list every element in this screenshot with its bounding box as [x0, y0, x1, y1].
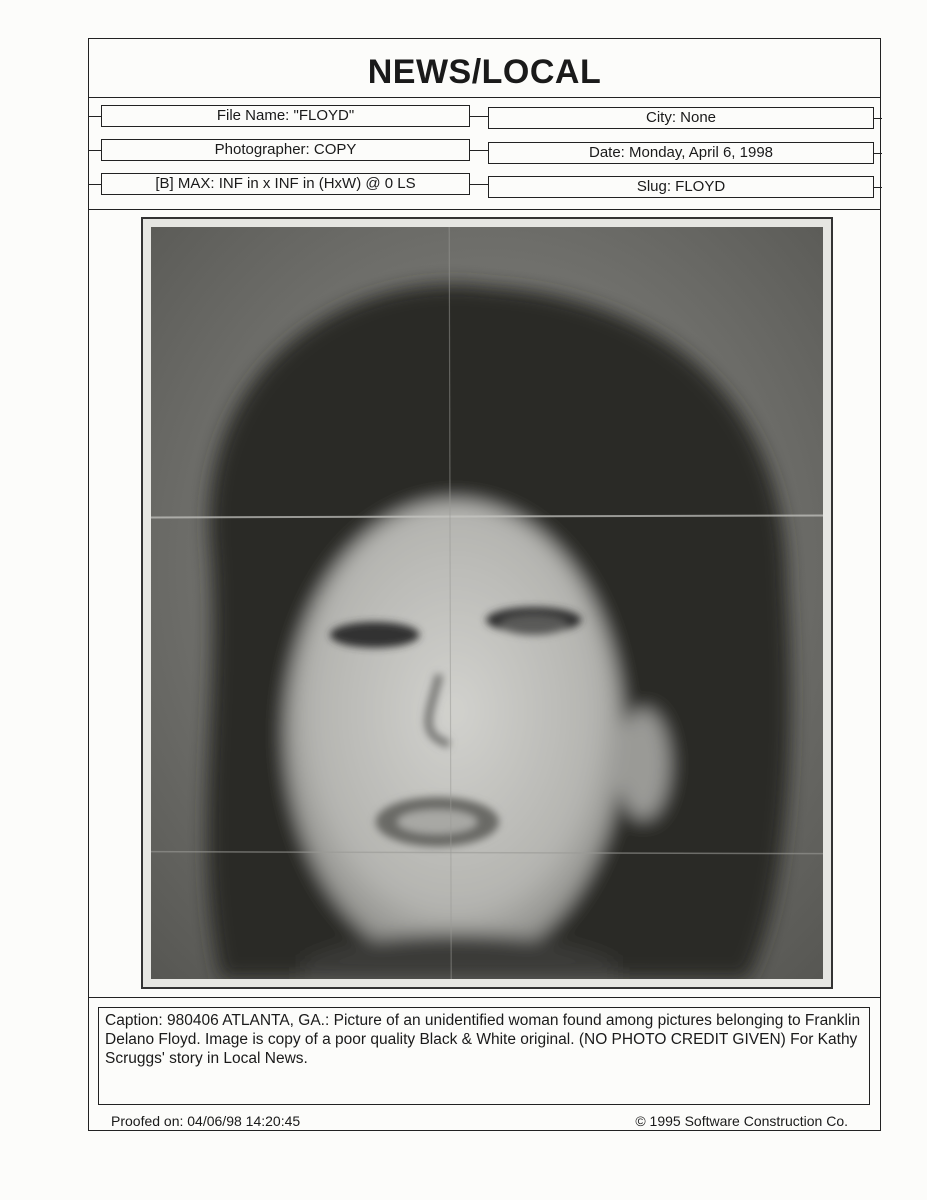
- photo-divider: [89, 997, 880, 998]
- field-connector: [470, 150, 488, 151]
- fields-divider: [89, 209, 880, 210]
- field-connector: [89, 116, 101, 117]
- date-field: Date: Monday, April 6, 1998: [488, 142, 874, 164]
- photographer-field: Photographer: COPY: [101, 139, 470, 161]
- field-connector: [470, 184, 488, 185]
- file-name-field: File Name: "FLOYD": [101, 105, 470, 127]
- copyright-notice: © 1995 Software Construction Co.: [635, 1113, 848, 1129]
- page-title: NEWS/LOCAL: [367, 53, 602, 91]
- portrait-photo: [151, 227, 823, 979]
- slug-field: Slug: FLOYD: [488, 176, 874, 198]
- news-proof-sheet: [88, 38, 881, 1131]
- proofed-timestamp: Proofed on: 04/06/98 14:20:45: [111, 1113, 301, 1129]
- field-connector: [874, 187, 882, 188]
- field-connector: [89, 184, 101, 185]
- field-connector: [874, 118, 882, 119]
- portrait-image: [151, 227, 823, 979]
- max-size-field: [B] MAX: INF in x INF in (HxW) @ 0 LS: [101, 173, 470, 195]
- photo-frame: [141, 217, 833, 989]
- caption-box: Caption: 980406 ATLANTA, GA.: Picture of an unidentified woman found among pictures belonging to Franklin Delano Floyd. Image is copy of a poor quality Black & White original. (NO PHOTO CREDIT GIVEN) For Kathy Scruggs' story in Local News.: [98, 1007, 870, 1105]
- field-connector: [470, 116, 488, 117]
- title-divider: [89, 97, 880, 98]
- city-field: City: None: [488, 107, 874, 129]
- field-connector: [874, 153, 882, 154]
- field-connector: [89, 150, 101, 151]
